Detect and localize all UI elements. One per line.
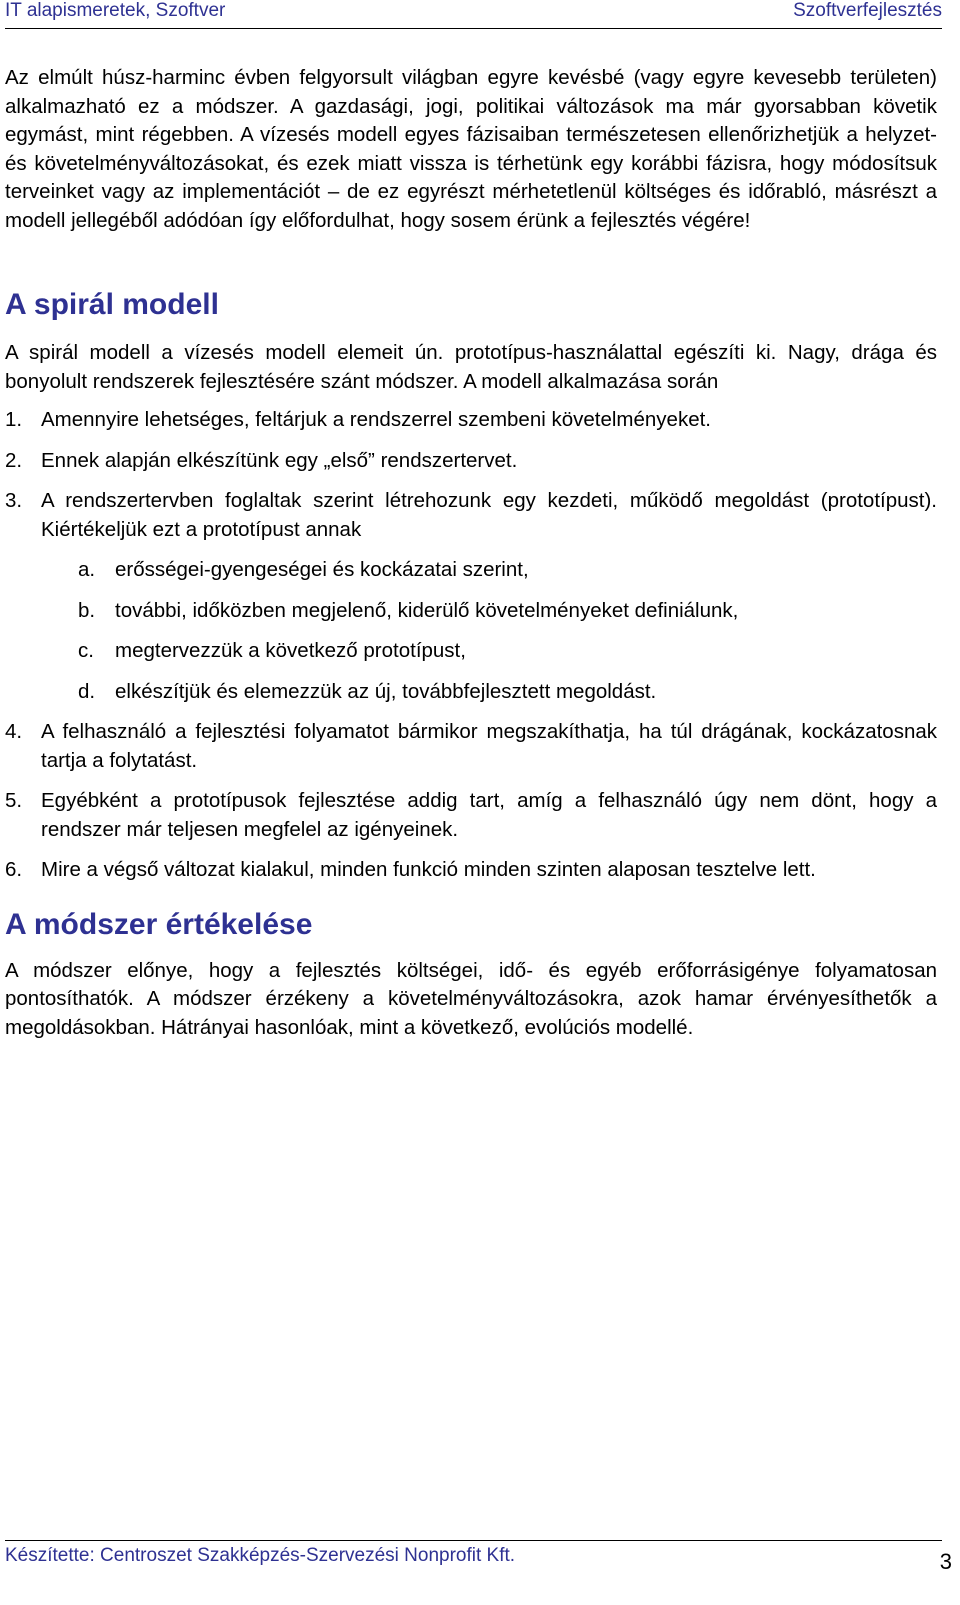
footer-author: Készítette: Centroszet Szakképzés-Szervezési Nonprofit Kft. — [5, 1545, 516, 1566]
sub-list-item — [78, 597, 937, 626]
list-item — [5, 787, 937, 844]
sub-list — [78, 556, 937, 706]
list-item — [5, 856, 937, 885]
page-number: 3 — [939, 1549, 952, 1574]
list-item-text: Amennyire lehetséges, feltárjuk a rendszerrel szembeni követelményeket. — [41, 408, 711, 431]
list-item-text: A felhasználó a fejlesztési folyamatot bármikor megszakíthatja, ha túl drágának, kockázatosnak tartja a folytatást. — [41, 720, 937, 772]
sub-list-item-letter: d. — [78, 679, 96, 703]
header-chapter-title: Szoftverfejlesztés — [793, 0, 942, 21]
section-title-spiral: A spirál modell — [5, 288, 219, 321]
list-item — [5, 447, 937, 476]
sub-list-item-text: elkészítjük és elemezzük az új, továbbfejlesztett megoldást. — [115, 679, 657, 703]
list-item-number: 1. — [5, 408, 23, 431]
sub-list-item — [78, 637, 937, 666]
list-item-number: 6. — [5, 858, 23, 881]
sub-list-item-text: további, időközben megjelenő, kiderülő követelményeket definiálunk, — [115, 598, 739, 622]
header-course-title: IT alapismeretek, Szoftver — [5, 0, 226, 21]
evaluation-paragraph: A módszer előnye, hogy a fejlesztés költségei, idő- és egyéb erőforrásigénye folyamatosan pontosíthatók. A módszer érzékeny a követelményváltozásokra, azok hamar érvényesíthetők a megoldásokban. Hátrányai hasonlóak, mint a következő, evolúciós modellé. — [5, 958, 937, 1039]
section-title-evaluation: A módszer értékelése — [5, 907, 313, 941]
page-footer — [5, 1540, 952, 1581]
list-item-text: Egyébként a prototípusok fejlesztése addig tart, amíg a felhasználó úgy nem dönt, hogy a rendszer már teljesen megfelel az igényeinek. — [41, 789, 937, 841]
list-item-number: 3. — [5, 489, 23, 512]
sub-list-item — [78, 556, 937, 585]
list-item-text: Mire a végső változat kialakul, minden funkció minden szinten alaposan tesztelve lett. — [41, 858, 816, 881]
sub-list-item-letter: c. — [78, 639, 94, 662]
sub-list-item-text: megtervezzük a következő prototípust, — [115, 639, 466, 662]
sub-list-item — [78, 678, 937, 707]
list-item-number: 2. — [5, 448, 23, 472]
list-item-text: Ennek alapján elkészítünk egy „első” rendszertervet. — [41, 448, 518, 472]
list-item — [5, 718, 937, 775]
page-content — [5, 64, 937, 1042]
list-item — [5, 406, 937, 435]
list-item-number: 5. — [5, 789, 23, 812]
list-item — [5, 487, 937, 544]
list-item-number: 4. — [5, 720, 23, 743]
page-header — [5, 0, 942, 29]
intro-paragraph: Az elmúlt húsz-harminc évben felgyorsult világban egyre kevésbé (vagy egyre kevesebb területen) alkalmazható ez a módszer. A gazdasági, jogi, politikai változások ma már gyorsabban követik egymást, mint régebben. A vízesés modell egyes fázisaiban természetesen ellenőrizhetjük a helyzet- és követelményváltozásokat, és ezek miatt vissza is térhetünk egy korábbi fázisra, hogy módosítsuk terveinket vagy az implementációt – de ez egyrészt mérhetetlenül költséges és időrabló, másrészt a modell jellegéből adódóan így előfordulhat, hogy sosem érünk a fejlesztés végére! — [5, 66, 937, 232]
spiral-steps-list — [5, 406, 937, 885]
sub-list-item-text: erősségei-gyengeségei és kockázatai szerint, — [115, 558, 529, 581]
sub-list-item-letter: b. — [78, 598, 96, 622]
sub-list-item-letter: a. — [78, 558, 96, 581]
spiral-intro: A spirál modell a vízesés modell elemeit ún. prototípus-használattal egészíti ki. Nagy, drága és bonyolult rendszerek fejlesztésére szánt módszer. A modell alkalmazása során — [5, 341, 937, 393]
list-item-text: A rendszertervben foglaltak szerint létrehozunk egy kezdeti, működő megoldást (prototípust). Kiértékeljük ezt a prototípust annak — [41, 489, 937, 541]
